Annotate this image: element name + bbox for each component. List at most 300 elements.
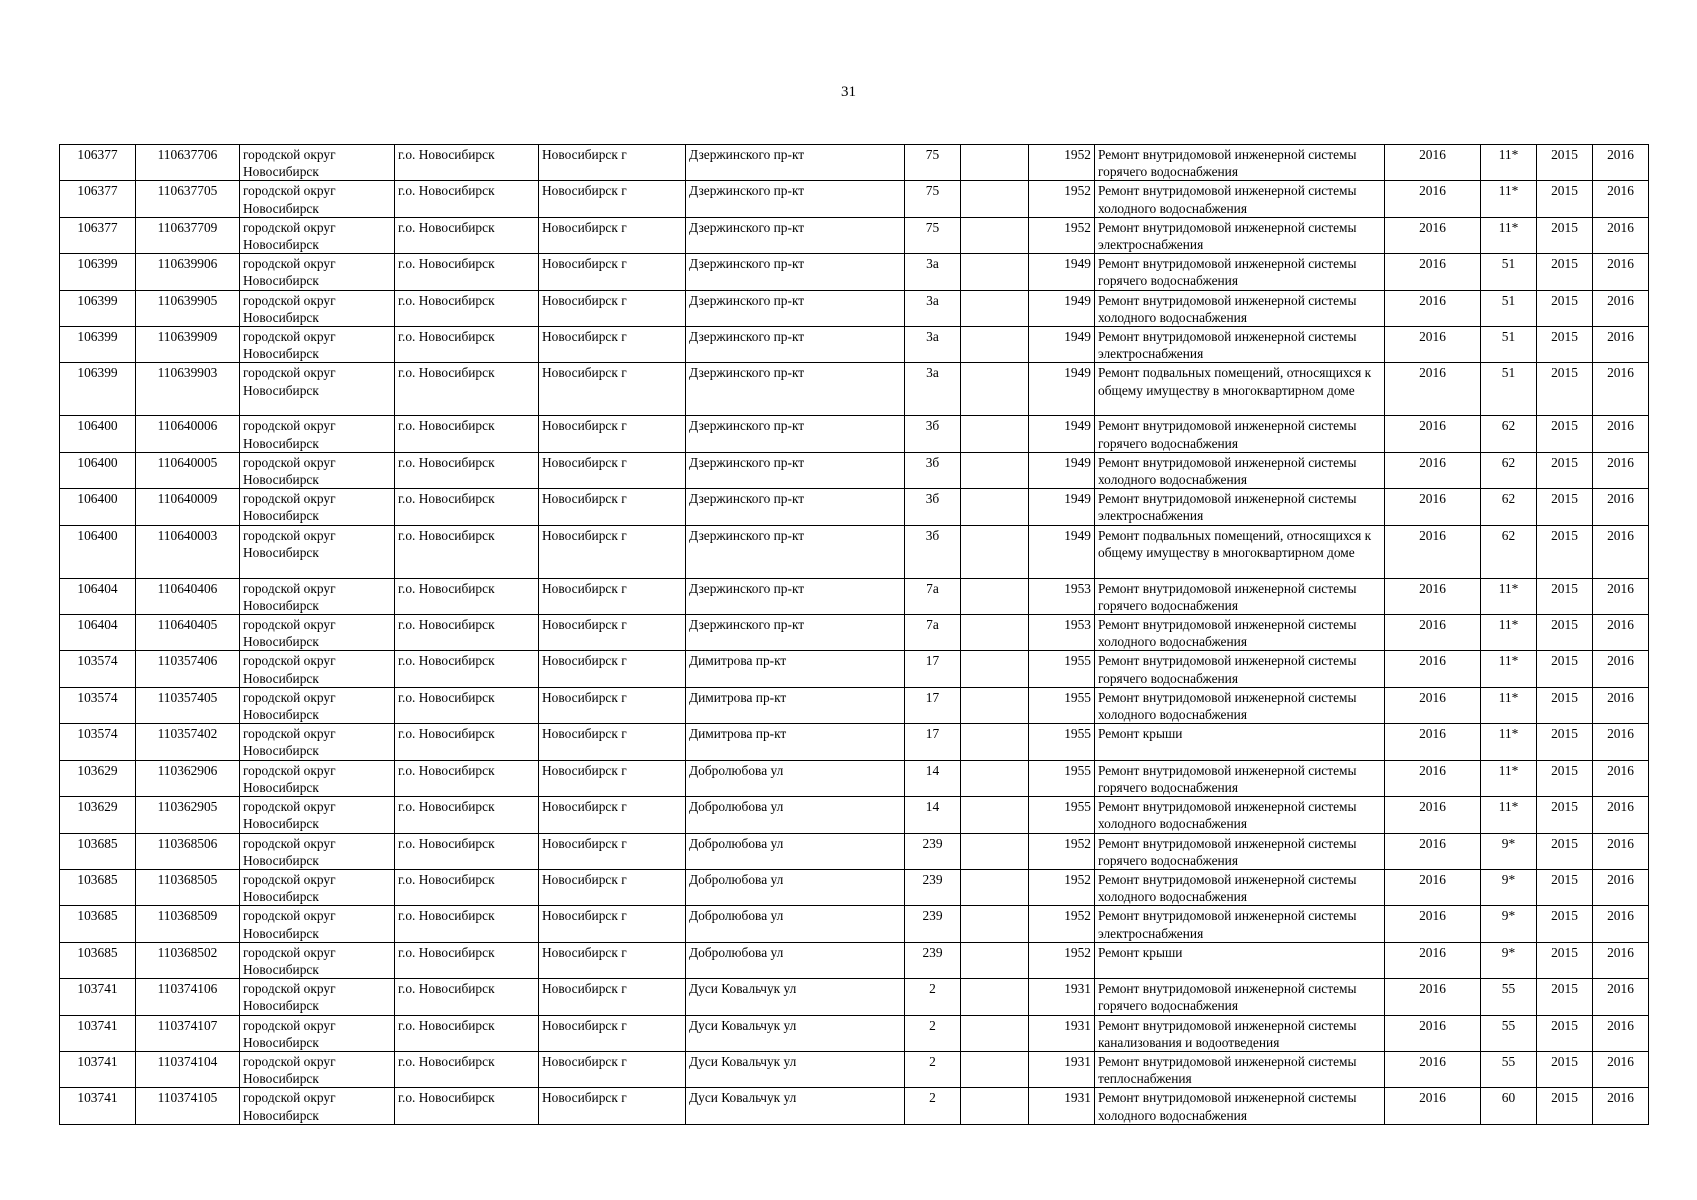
cell-year-built: 1953	[1029, 578, 1095, 614]
cell-building	[961, 145, 1029, 181]
cell-settlement: Новосибирск г	[539, 942, 686, 978]
cell-wear: 9*	[1481, 942, 1537, 978]
cell-year-built: 1952	[1029, 942, 1095, 978]
cell-end-year: 2016	[1593, 615, 1649, 651]
table-row	[60, 1015, 1649, 1051]
cell-work-code: 110639909	[136, 327, 240, 363]
cell-year-built: 1949	[1029, 525, 1095, 578]
table-row	[60, 724, 1649, 760]
cell-house-number: 14	[905, 760, 961, 796]
cell-work-code: 110374106	[136, 979, 240, 1015]
cell-district: г.о. Новосибирск	[395, 578, 539, 614]
table-row	[60, 217, 1649, 253]
cell-wear: 9*	[1481, 906, 1537, 942]
cell-end-year: 2016	[1593, 687, 1649, 723]
cell-year-built: 1931	[1029, 1088, 1095, 1124]
cell-work-type: Ремонт внутридомовой инженерной системы горячего водоснабжения	[1095, 145, 1385, 181]
cell-district: г.о. Новосибирск	[395, 760, 539, 796]
cell-work-code: 110374105	[136, 1088, 240, 1124]
cell-municipality: городской округ Новосибирск	[240, 651, 395, 687]
cell-district: г.о. Новосибирск	[395, 452, 539, 488]
table-row	[60, 869, 1649, 905]
cell-house-id: 103685	[60, 906, 136, 942]
cell-street: Добролюбова ул	[686, 906, 905, 942]
cell-year-built: 1955	[1029, 687, 1095, 723]
cell-house-id: 103741	[60, 1015, 136, 1051]
cell-end-year: 2016	[1593, 416, 1649, 452]
cell-house-id: 103685	[60, 869, 136, 905]
cell-municipality: городской округ Новосибирск	[240, 145, 395, 181]
cell-year-built: 1949	[1029, 489, 1095, 525]
cell-settlement: Новосибирск г	[539, 145, 686, 181]
cell-settlement: Новосибирск г	[539, 217, 686, 253]
cell-year-built: 1955	[1029, 651, 1095, 687]
cell-house-number: 239	[905, 833, 961, 869]
cell-wear: 55	[1481, 1051, 1537, 1087]
cell-work-type: Ремонт внутридомовой инженерной системы холодного водоснабжения	[1095, 181, 1385, 217]
cell-building	[961, 651, 1029, 687]
cell-start-year: 2015	[1537, 724, 1593, 760]
cell-street: Добролюбова ул	[686, 942, 905, 978]
cell-street: Дуси Ковальчук ул	[686, 1015, 905, 1051]
cell-settlement: Новосибирск г	[539, 254, 686, 290]
cell-house-number: 3б	[905, 452, 961, 488]
cell-house-id: 106377	[60, 181, 136, 217]
cell-street: Дзержинского пр-кт	[686, 145, 905, 181]
table-row	[60, 254, 1649, 290]
cell-house-number: 75	[905, 145, 961, 181]
cell-plan-year: 2016	[1385, 942, 1481, 978]
cell-house-number: 239	[905, 942, 961, 978]
cell-start-year: 2015	[1537, 525, 1593, 578]
cell-end-year: 2016	[1593, 452, 1649, 488]
cell-street: Дзержинского пр-кт	[686, 363, 905, 416]
cell-work-type: Ремонт внутридомовой инженерной системы электроснабжения	[1095, 489, 1385, 525]
cell-building	[961, 416, 1029, 452]
cell-work-code: 110357405	[136, 687, 240, 723]
cell-house-id: 106399	[60, 290, 136, 326]
cell-house-id: 103574	[60, 651, 136, 687]
cell-year-built: 1952	[1029, 145, 1095, 181]
cell-house-id: 106400	[60, 525, 136, 578]
table-row	[60, 1051, 1649, 1087]
cell-start-year: 2015	[1537, 1088, 1593, 1124]
cell-plan-year: 2016	[1385, 1015, 1481, 1051]
cell-house-number: 7а	[905, 615, 961, 651]
cell-work-type: Ремонт внутридомовой инженерной системы холодного водоснабжения	[1095, 615, 1385, 651]
cell-plan-year: 2016	[1385, 906, 1481, 942]
cell-plan-year: 2016	[1385, 525, 1481, 578]
cell-wear: 11*	[1481, 760, 1537, 796]
cell-plan-year: 2016	[1385, 217, 1481, 253]
cell-building	[961, 687, 1029, 723]
table-row	[60, 1088, 1649, 1124]
cell-district: г.о. Новосибирск	[395, 869, 539, 905]
cell-house-id: 103741	[60, 979, 136, 1015]
cell-municipality: городской округ Новосибирск	[240, 1015, 395, 1051]
cell-building	[961, 327, 1029, 363]
cell-municipality: городской округ Новосибирск	[240, 181, 395, 217]
cell-end-year: 2016	[1593, 578, 1649, 614]
cell-plan-year: 2016	[1385, 615, 1481, 651]
cell-work-type: Ремонт внутридомовой инженерной системы горячего водоснабжения	[1095, 979, 1385, 1015]
cell-house-id: 103574	[60, 687, 136, 723]
cell-house-number: 2	[905, 979, 961, 1015]
cell-plan-year: 2016	[1385, 869, 1481, 905]
table-row	[60, 489, 1649, 525]
cell-start-year: 2015	[1537, 979, 1593, 1015]
cell-house-id: 106399	[60, 254, 136, 290]
cell-street: Дзержинского пр-кт	[686, 327, 905, 363]
cell-settlement: Новосибирск г	[539, 833, 686, 869]
table-row	[60, 578, 1649, 614]
cell-district: г.о. Новосибирск	[395, 181, 539, 217]
cell-street: Добролюбова ул	[686, 869, 905, 905]
cell-year-built: 1931	[1029, 1051, 1095, 1087]
cell-house-id: 103685	[60, 942, 136, 978]
cell-building	[961, 760, 1029, 796]
cell-plan-year: 2016	[1385, 979, 1481, 1015]
cell-district: г.о. Новосибирск	[395, 416, 539, 452]
cell-wear: 9*	[1481, 869, 1537, 905]
cell-start-year: 2015	[1537, 489, 1593, 525]
cell-start-year: 2015	[1537, 833, 1593, 869]
cell-municipality: городской округ Новосибирск	[240, 363, 395, 416]
cell-work-type: Ремонт внутридомовой инженерной системы горячего водоснабжения	[1095, 254, 1385, 290]
table-row	[60, 525, 1649, 578]
table-row	[60, 327, 1649, 363]
cell-end-year: 2016	[1593, 797, 1649, 833]
cell-district: г.о. Новосибирск	[395, 687, 539, 723]
cell-settlement: Новосибирск г	[539, 651, 686, 687]
cell-district: г.о. Новосибирск	[395, 615, 539, 651]
cell-start-year: 2015	[1537, 452, 1593, 488]
cell-settlement: Новосибирск г	[539, 869, 686, 905]
cell-plan-year: 2016	[1385, 181, 1481, 217]
cell-year-built: 1955	[1029, 797, 1095, 833]
cell-work-type: Ремонт внутридомовой инженерной системы холодного водоснабжения	[1095, 687, 1385, 723]
cell-house-number: 14	[905, 797, 961, 833]
cell-municipality: городской округ Новосибирск	[240, 724, 395, 760]
cell-district: г.о. Новосибирск	[395, 1015, 539, 1051]
cell-building	[961, 181, 1029, 217]
cell-building	[961, 979, 1029, 1015]
cell-building	[961, 615, 1029, 651]
cell-end-year: 2016	[1593, 1015, 1649, 1051]
cell-street: Дуси Ковальчук ул	[686, 1088, 905, 1124]
cell-work-type: Ремонт подвальных помещений, относящихся к общему имуществу в многоквартирном доме	[1095, 525, 1385, 578]
cell-street: Добролюбова ул	[686, 797, 905, 833]
cell-house-number: 17	[905, 724, 961, 760]
cell-end-year: 2016	[1593, 724, 1649, 760]
cell-plan-year: 2016	[1385, 651, 1481, 687]
cell-end-year: 2016	[1593, 942, 1649, 978]
cell-plan-year: 2016	[1385, 254, 1481, 290]
cell-start-year: 2015	[1537, 651, 1593, 687]
cell-house-number: 3а	[905, 254, 961, 290]
cell-settlement: Новосибирск г	[539, 1088, 686, 1124]
cell-work-type: Ремонт внутридомовой инженерной системы холодного водоснабжения	[1095, 797, 1385, 833]
cell-year-built: 1952	[1029, 217, 1095, 253]
cell-municipality: городской округ Новосибирск	[240, 489, 395, 525]
cell-work-code: 110374104	[136, 1051, 240, 1087]
cell-work-code: 110362905	[136, 797, 240, 833]
cell-year-built: 1931	[1029, 1015, 1095, 1051]
cell-end-year: 2016	[1593, 979, 1649, 1015]
cell-building	[961, 724, 1029, 760]
cell-wear: 62	[1481, 452, 1537, 488]
cell-work-type: Ремонт внутридомовой инженерной системы холодного водоснабжения	[1095, 1088, 1385, 1124]
cell-building	[961, 942, 1029, 978]
cell-start-year: 2015	[1537, 760, 1593, 796]
cell-work-code: 110640003	[136, 525, 240, 578]
cell-start-year: 2015	[1537, 416, 1593, 452]
cell-plan-year: 2016	[1385, 724, 1481, 760]
cell-wear: 11*	[1481, 181, 1537, 217]
cell-settlement: Новосибирск г	[539, 452, 686, 488]
cell-work-type: Ремонт внутридомовой инженерной системы холодного водоснабжения	[1095, 452, 1385, 488]
cell-wear: 11*	[1481, 651, 1537, 687]
cell-house-id: 103685	[60, 833, 136, 869]
cell-plan-year: 2016	[1385, 687, 1481, 723]
cell-wear: 60	[1481, 1088, 1537, 1124]
cell-house-id: 106400	[60, 489, 136, 525]
cell-end-year: 2016	[1593, 145, 1649, 181]
cell-plan-year: 2016	[1385, 797, 1481, 833]
cell-settlement: Новосибирск г	[539, 181, 686, 217]
page-number: 31	[841, 84, 856, 100]
cell-settlement: Новосибирск г	[539, 615, 686, 651]
cell-municipality: городской округ Новосибирск	[240, 760, 395, 796]
cell-building	[961, 290, 1029, 326]
cell-end-year: 2016	[1593, 217, 1649, 253]
cell-building	[961, 525, 1029, 578]
cell-building	[961, 578, 1029, 614]
cell-year-built: 1952	[1029, 181, 1095, 217]
cell-district: г.о. Новосибирск	[395, 906, 539, 942]
cell-work-code: 110640405	[136, 615, 240, 651]
cell-municipality: городской округ Новосибирск	[240, 687, 395, 723]
cell-work-type: Ремонт внутридомовой инженерной системы холодного водоснабжения	[1095, 869, 1385, 905]
cell-year-built: 1955	[1029, 724, 1095, 760]
cell-work-code: 110368506	[136, 833, 240, 869]
cell-street: Добролюбова ул	[686, 833, 905, 869]
cell-settlement: Новосибирск г	[539, 979, 686, 1015]
cell-house-number: 17	[905, 651, 961, 687]
cell-start-year: 2015	[1537, 906, 1593, 942]
cell-settlement: Новосибирск г	[539, 363, 686, 416]
cell-wear: 11*	[1481, 615, 1537, 651]
cell-plan-year: 2016	[1385, 145, 1481, 181]
cell-work-code: 110368502	[136, 942, 240, 978]
cell-settlement: Новосибирск г	[539, 687, 686, 723]
cell-street: Добролюбова ул	[686, 760, 905, 796]
cell-district: г.о. Новосибирск	[395, 489, 539, 525]
cell-house-number: 3а	[905, 363, 961, 416]
cell-building	[961, 1088, 1029, 1124]
cell-end-year: 2016	[1593, 254, 1649, 290]
cell-start-year: 2015	[1537, 687, 1593, 723]
cell-end-year: 2016	[1593, 869, 1649, 905]
cell-work-type: Ремонт крыши	[1095, 724, 1385, 760]
cell-plan-year: 2016	[1385, 452, 1481, 488]
cell-house-id: 103629	[60, 760, 136, 796]
cell-plan-year: 2016	[1385, 833, 1481, 869]
cell-street: Дзержинского пр-кт	[686, 489, 905, 525]
cell-municipality: городской округ Новосибирск	[240, 979, 395, 1015]
cell-end-year: 2016	[1593, 327, 1649, 363]
cell-end-year: 2016	[1593, 363, 1649, 416]
cell-settlement: Новосибирск г	[539, 578, 686, 614]
cell-end-year: 2016	[1593, 290, 1649, 326]
cell-house-id: 106404	[60, 615, 136, 651]
cell-settlement: Новосибирск г	[539, 525, 686, 578]
cell-end-year: 2016	[1593, 1051, 1649, 1087]
cell-house-id: 106400	[60, 416, 136, 452]
cell-street: Дзержинского пр-кт	[686, 416, 905, 452]
cell-settlement: Новосибирск г	[539, 797, 686, 833]
cell-plan-year: 2016	[1385, 363, 1481, 416]
cell-house-id: 103629	[60, 797, 136, 833]
cell-district: г.о. Новосибирск	[395, 327, 539, 363]
cell-work-type: Ремонт внутридомовой инженерной системы горячего водоснабжения	[1095, 578, 1385, 614]
cell-house-number: 75	[905, 181, 961, 217]
cell-plan-year: 2016	[1385, 290, 1481, 326]
cell-year-built: 1952	[1029, 869, 1095, 905]
cell-house-id: 103574	[60, 724, 136, 760]
cell-municipality: городской округ Новосибирск	[240, 416, 395, 452]
table-row	[60, 145, 1649, 181]
cell-settlement: Новосибирск г	[539, 489, 686, 525]
cell-house-id: 103741	[60, 1088, 136, 1124]
cell-work-code: 110640009	[136, 489, 240, 525]
cell-end-year: 2016	[1593, 651, 1649, 687]
cell-house-number: 3б	[905, 489, 961, 525]
table-row	[60, 363, 1649, 416]
cell-work-type: Ремонт подвальных помещений, относящихся к общему имуществу в многоквартирном доме	[1095, 363, 1385, 416]
cell-district: г.о. Новосибирск	[395, 1051, 539, 1087]
cell-work-type: Ремонт внутридомовой инженерной системы холодного водоснабжения	[1095, 290, 1385, 326]
cell-street: Димитрова пр-кт	[686, 687, 905, 723]
cell-municipality: городской округ Новосибирск	[240, 615, 395, 651]
table-row	[60, 906, 1649, 942]
cell-municipality: городской округ Новосибирск	[240, 797, 395, 833]
cell-district: г.о. Новосибирск	[395, 797, 539, 833]
cell-start-year: 2015	[1537, 327, 1593, 363]
cell-start-year: 2015	[1537, 615, 1593, 651]
cell-district: г.о. Новосибирск	[395, 217, 539, 253]
cell-year-built: 1955	[1029, 760, 1095, 796]
cell-start-year: 2015	[1537, 254, 1593, 290]
cell-district: г.о. Новосибирск	[395, 525, 539, 578]
cell-street: Дуси Ковальчук ул	[686, 979, 905, 1015]
cell-building	[961, 489, 1029, 525]
cell-plan-year: 2016	[1385, 416, 1481, 452]
table-row	[60, 181, 1649, 217]
cell-house-number: 2	[905, 1051, 961, 1087]
cell-house-id: 103741	[60, 1051, 136, 1087]
cell-municipality: городской округ Новосибирск	[240, 1088, 395, 1124]
cell-wear: 55	[1481, 1015, 1537, 1051]
cell-work-code: 110637706	[136, 145, 240, 181]
table-row	[60, 615, 1649, 651]
cell-building	[961, 217, 1029, 253]
cell-settlement: Новосибирск г	[539, 416, 686, 452]
cell-start-year: 2015	[1537, 942, 1593, 978]
cell-end-year: 2016	[1593, 489, 1649, 525]
capital-repair-table	[59, 144, 1649, 1125]
cell-settlement: Новосибирск г	[539, 760, 686, 796]
cell-district: г.о. Новосибирск	[395, 724, 539, 760]
cell-year-built: 1949	[1029, 416, 1095, 452]
cell-building	[961, 1051, 1029, 1087]
cell-street: Дзержинского пр-кт	[686, 254, 905, 290]
cell-municipality: городской округ Новосибирск	[240, 327, 395, 363]
cell-plan-year: 2016	[1385, 327, 1481, 363]
cell-house-number: 3а	[905, 290, 961, 326]
cell-wear: 11*	[1481, 724, 1537, 760]
cell-plan-year: 2016	[1385, 489, 1481, 525]
cell-house-number: 239	[905, 869, 961, 905]
cell-year-built: 1949	[1029, 452, 1095, 488]
cell-house-id: 106399	[60, 363, 136, 416]
cell-work-type: Ремонт внутридомовой инженерной системы горячего водоснабжения	[1095, 760, 1385, 796]
cell-work-code: 110640006	[136, 416, 240, 452]
cell-municipality: городской округ Новосибирск	[240, 290, 395, 326]
cell-settlement: Новосибирск г	[539, 290, 686, 326]
cell-district: г.о. Новосибирск	[395, 145, 539, 181]
cell-year-built: 1952	[1029, 833, 1095, 869]
cell-building	[961, 906, 1029, 942]
table-row	[60, 416, 1649, 452]
cell-work-code: 110368505	[136, 869, 240, 905]
cell-district: г.о. Новосибирск	[395, 651, 539, 687]
table-row	[60, 833, 1649, 869]
cell-building	[961, 254, 1029, 290]
cell-start-year: 2015	[1537, 181, 1593, 217]
cell-work-type: Ремонт внутридомовой инженерной системы электроснабжения	[1095, 327, 1385, 363]
cell-wear: 62	[1481, 489, 1537, 525]
cell-district: г.о. Новосибирск	[395, 1088, 539, 1124]
cell-building	[961, 452, 1029, 488]
cell-end-year: 2016	[1593, 525, 1649, 578]
cell-district: г.о. Новосибирск	[395, 290, 539, 326]
cell-district: г.о. Новосибирск	[395, 254, 539, 290]
cell-street: Дзержинского пр-кт	[686, 181, 905, 217]
cell-plan-year: 2016	[1385, 1088, 1481, 1124]
cell-street: Дзержинского пр-кт	[686, 525, 905, 578]
cell-start-year: 2015	[1537, 1015, 1593, 1051]
table-row	[60, 942, 1649, 978]
cell-street: Дзержинского пр-кт	[686, 615, 905, 651]
cell-district: г.о. Новосибирск	[395, 363, 539, 416]
cell-year-built: 1949	[1029, 254, 1095, 290]
cell-wear: 62	[1481, 525, 1537, 578]
cell-year-built: 1952	[1029, 906, 1095, 942]
cell-wear: 51	[1481, 290, 1537, 326]
cell-municipality: городской округ Новосибирск	[240, 1051, 395, 1087]
cell-plan-year: 2016	[1385, 760, 1481, 796]
cell-work-type: Ремонт внутридомовой инженерной системы электроснабжения	[1095, 217, 1385, 253]
table-row	[60, 687, 1649, 723]
cell-street: Дзержинского пр-кт	[686, 217, 905, 253]
cell-house-number: 3а	[905, 327, 961, 363]
cell-wear: 11*	[1481, 578, 1537, 614]
cell-plan-year: 2016	[1385, 578, 1481, 614]
cell-settlement: Новосибирск г	[539, 1051, 686, 1087]
table-row	[60, 797, 1649, 833]
cell-wear: 55	[1481, 979, 1537, 1015]
